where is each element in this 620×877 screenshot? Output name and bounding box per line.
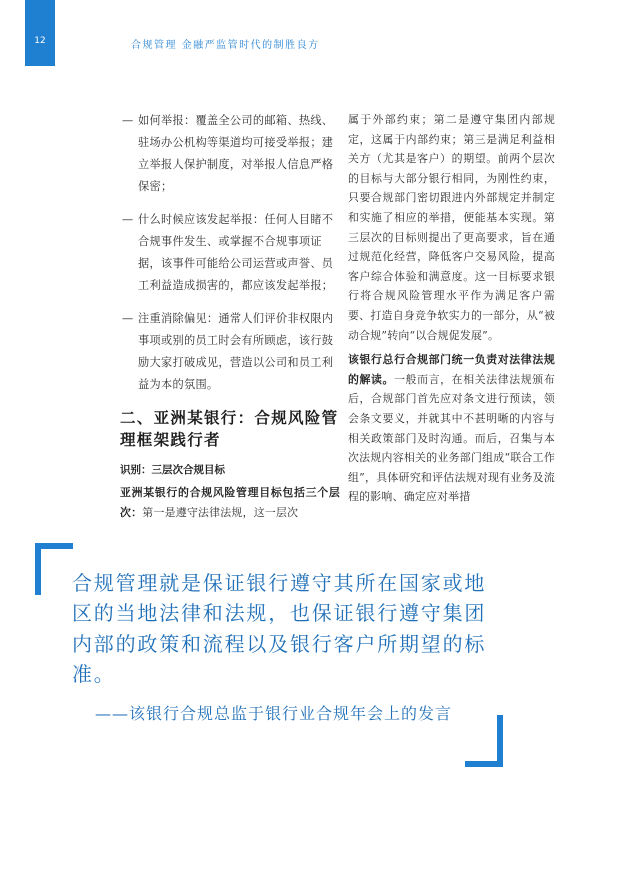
bullet-dash: —	[122, 213, 134, 226]
paragraph-lead: 亚洲某银行的合规风险管理目标包括三个层次：	[120, 486, 340, 519]
page-number: 12	[34, 36, 46, 46]
bullet-item-report-channels	[120, 110, 340, 198]
bullet-text: 注重消除偏见：通常人们评价非权限内事项或别的员工时会有所顾虑，该行鼓励大家打破成见，营造以公司和员工利益为本的氛围。	[138, 312, 334, 391]
body-paragraph	[120, 483, 340, 522]
bullet-text: 什么时候应该发起举报：任何人目睹不合规事件发生、或掌握不合规事项证据，该事件可能给公司运营或声誉、员工利益造成损害的，都应该发起举报；	[138, 213, 334, 292]
body-paragraph	[348, 350, 555, 507]
quote-bracket-top-left-icon	[35, 543, 73, 595]
bullet-dash: —	[122, 312, 134, 325]
paragraph-text: 第一是遵守法律法规，这一层次	[142, 505, 299, 519]
bullet-item-when-to-report	[120, 209, 340, 297]
paragraph-lead: 该银行总行合规部门统一负责对法律法规的解读。	[348, 353, 555, 386]
paragraph-text: 一般而言，在相关法律法规颁布后，合规部门首先应对条文进行预读，领会条文要义，并就其中不甚明晰的内容与相关政策部门及时沟通。而后，召集与本次法规内容相关的业务部门组成“联合工作组”，具体研究和评估法规对现有业务及流程的影响、确定应对举措	[348, 372, 555, 504]
section-heading: 二、亚洲某银行：合规风险管理框架践行者	[120, 408, 339, 449]
pull-quote-source: ——该银行合规总监于银行业合规年会上的发言	[95, 704, 453, 723]
pull-quote-text: 合规管理就是保证银行遵守其所在国家或地区的当地法律和法规，也保证银行遵守集团内部的政策和流程以及银行客户所期望的标准。	[72, 571, 487, 687]
quote-bracket-bottom-right-icon	[465, 715, 503, 767]
right-column	[348, 110, 555, 512]
body-paragraph: 属于外部约束；第二是遵守集团内部规定，这属于内部约束；第三是满足利益相关方（尤其是客户）的期望。前两个层次的目标与大部分银行相同，为刚性约束，只要合规部门密切跟进内外部规定并制定和实施了相应的举措，便能基本实现。第三层次的目标则提出了更高要求，旨在通过规范化经营，降低客户交易风险，提高客户综合体验和满意度。这一目标要求银行将合规风险管理水平作为满足客户需要、打造自身竞争软实力的一部分，从“被动合规”转向“以合规促发展”。	[348, 113, 555, 342]
bullet-dash: —	[122, 114, 134, 127]
bullet-text: 如何举报：覆盖全公司的邮箱、热线、驻场办公机构等渠道均可接受举报；建立举报人保护制度，对举报人信息严格保密；	[138, 114, 334, 193]
running-header-title: 合规管理 金融严监管时代的制胜良方	[131, 40, 320, 51]
left-column	[120, 110, 340, 527]
page-number-tab	[25, 0, 55, 66]
bullet-item-eliminate-bias	[120, 308, 340, 396]
subheading: 识别：三层次合规目标	[120, 464, 225, 476]
